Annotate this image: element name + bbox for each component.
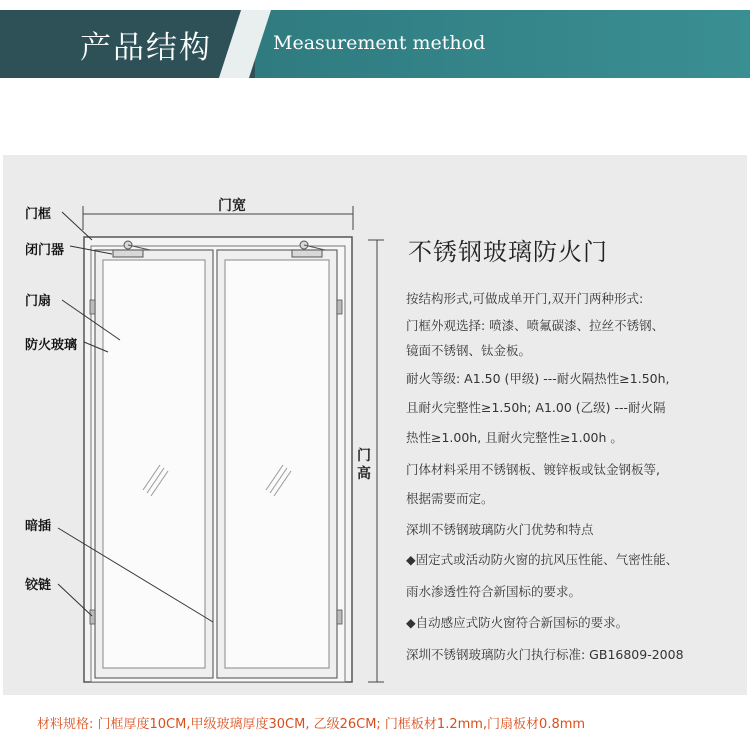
leader-door-frame xyxy=(62,212,92,240)
desc-line: 根据需要而定。 xyxy=(406,491,494,506)
desc-line: ◆自动感应式防火窗符合新国标的要求。 xyxy=(406,615,629,630)
material-spec: 材料规格: 门框厚度10CM,甲级玻璃厚度30CM, 乙级26CM; 门框板材1.2mm,门扇板材0.8mm xyxy=(37,717,586,732)
width-label: 门宽 xyxy=(218,198,246,214)
desc-line: 镜面不锈钢、钛金板。 xyxy=(406,343,532,358)
desc-line: 耐火等级: A1.50 (甲级) ---耐火隔热性≥1.50h, xyxy=(406,371,670,386)
glass-pane-left xyxy=(103,260,205,668)
part-label-door-leaf: 门扇 xyxy=(25,294,52,309)
desc-line: 按结构形式,可做成单开门,双开门两种形式: xyxy=(406,291,644,306)
glass-pane-right xyxy=(225,260,329,668)
part-label-fire-glass: 防火玻璃 xyxy=(25,338,78,353)
desc-line: 深圳不锈钢玻璃防火门执行标准: GB16809-2008 xyxy=(406,647,684,662)
desc-line: 雨水渗透性符合新国标的要求。 xyxy=(406,584,582,599)
desc-line: 门框外观选择: 喷漆、喷氟碳漆、拉丝不锈钢、 xyxy=(406,318,665,333)
part-label-door-closer: 闭门器 xyxy=(25,243,65,258)
part-label-concealed-bolt: 暗插 xyxy=(25,519,52,534)
desc-line: 热性≥1.00h, 且耐火完整性≥1.00h 。 xyxy=(406,430,623,445)
banner-title-cn: 产品结构 xyxy=(80,30,212,66)
part-label-door-frame: 门框 xyxy=(25,207,52,222)
height-label: 门高 xyxy=(357,448,371,482)
desc-line: 且耐火完整性≥1.50h; A1.00 (乙级) ---耐火隔 xyxy=(406,400,666,415)
desc-line: 门体材料采用不锈钢板、镀锌板或钛金钢板等, xyxy=(406,462,660,477)
product-title: 不锈钢玻璃防火门 xyxy=(408,238,608,266)
banner-title-en: Measurement method xyxy=(273,32,486,54)
part-label-hinge: 铰链 xyxy=(25,578,52,593)
desc-line: ◆固定式或活动防火窗的抗风压性能、气密性能、 xyxy=(406,552,679,567)
desc-line: 深圳不锈钢玻璃防火门优势和特点 xyxy=(406,522,594,537)
